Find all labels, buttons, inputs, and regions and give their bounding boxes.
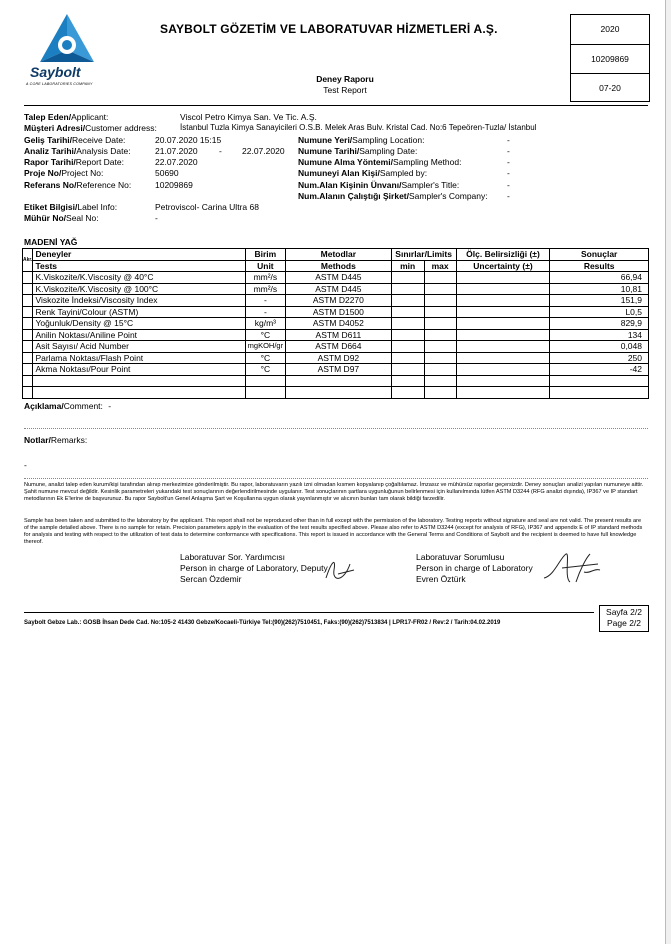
remarks-value: -	[24, 460, 27, 470]
sampler-company-label: Num.Alanın Çalıştığı Şirket/	[298, 191, 409, 201]
sampled-by-label: Numuneyi Alan Kişi/	[298, 168, 380, 178]
test-unit	[245, 375, 285, 387]
col-tests-tr: Deneyler	[33, 249, 245, 261]
page-number-en: Page 2/2	[606, 618, 642, 628]
test-result: -42	[550, 364, 649, 376]
test-result: L0,5	[550, 306, 649, 318]
report-title-tr: Deney Raporu	[316, 74, 374, 84]
col-methods-tr: Metodlar	[286, 249, 392, 261]
analysis-date-end: 22.07.2020	[242, 146, 285, 156]
report-title-en: Test Report	[323, 85, 367, 95]
table-row	[23, 375, 649, 387]
page-number-box	[599, 605, 649, 632]
remarks	[24, 435, 87, 445]
remarks-divider	[24, 478, 648, 479]
sampled-by-value: -	[507, 168, 510, 178]
applicant-value: Viscol Petro Kimya San. Ve Tic. A.Ş.	[180, 112, 317, 122]
receive-date-label-en: Receive Date:	[72, 135, 126, 145]
remarks-label-en: Remarks:	[50, 435, 88, 445]
test-name: K.Viskozite/K.Viscosity @ 40°C	[33, 272, 245, 284]
deputy-role-tr: Laboratuvar Sor. Yardımcısı	[180, 552, 286, 562]
col-unit-en: Unit	[245, 260, 285, 272]
comment-label: Açıklama/	[24, 401, 64, 411]
test-result: 134	[550, 329, 649, 341]
seal-no-value: -	[155, 213, 158, 223]
remarks-label: Notlar/	[24, 435, 51, 445]
col-methods-en: Methods	[286, 260, 392, 272]
table-row	[23, 329, 649, 341]
table-row	[23, 283, 649, 295]
table-row	[23, 364, 649, 376]
project-no-label: Proje No/	[24, 168, 62, 178]
table-row	[23, 306, 649, 318]
logo-subtext: A CORE LABORATORIES COMPANY	[26, 82, 93, 86]
project-no-label-en: Project No:	[61, 168, 104, 178]
comment-value: -	[108, 401, 112, 411]
reference-box	[570, 14, 650, 102]
col-limits: Sınırlar/Limits	[391, 249, 456, 261]
address-label: Müşteri Adresi/	[24, 123, 86, 133]
applicant-label-en: Applicant:	[71, 112, 109, 122]
receive-date-value: 20.07.2020 15:15	[155, 135, 222, 145]
address-label-en: Customer address:	[85, 123, 157, 133]
comment-label-en: Comment:	[63, 401, 103, 411]
reference-no-label-en: Reference No:	[76, 180, 132, 190]
test-method: ASTM D92	[286, 352, 392, 364]
deputy-role-en: Person in charge of Laboratory, Deputy	[180, 563, 328, 573]
sampler-title-value: -	[507, 180, 510, 190]
test-name	[33, 387, 245, 399]
col-max: max	[424, 260, 456, 272]
fine-print-tr: Numune, analizi talep eden kurum/kişi tarafından alınıp merkezimize gönderilmiştir. Bu rapor, laboratuvarın yazılı izni olmadan kısmen kopyalanıp çoğaltılamaz. İmzasız ve mühürsüz raporlar geçersizdir. Deney sonuçları analizi yapılan numuneye aittir. Şahit numune mevcut değildir. Kesinlik parametreleri yukarıdaki test sonuçlarının değerlendirilmesinde uygulanır. Test sonuçlarının şartlara uygunluğunun belirlenmesi için kullanılmında lütfen ASTM D3244 (RFG analizi dışında), IP367 ve IP standart metodlarının Ek E'lerine de başvurunuz. Bu rapor Saybolt'un Genel Anlaşma Şart ve Koşullarına uygun olarak yayınlanmıştır ve alıcının bunları tam olarak bildiği farzedilir.	[24, 482, 644, 502]
test-unit: -	[245, 295, 285, 307]
test-unit: -	[245, 306, 285, 318]
seal-no-label: Mühür No/	[24, 213, 67, 223]
test-method: ASTM D1500	[286, 306, 392, 318]
test-unit: mm²/s	[245, 272, 285, 284]
test-result	[550, 387, 649, 399]
head-name: Evren Öztürk	[416, 574, 466, 584]
test-name: Viskozite İndeksi/Viscosity Index	[33, 295, 245, 307]
test-result: 151,9	[550, 295, 649, 307]
test-unit: kg/m³	[245, 318, 285, 330]
signature-lab-head	[416, 552, 533, 585]
sampler-company-value: -	[507, 191, 510, 201]
company-name: SAYBOLT GÖZETİM VE LABORATUVAR HİZMETLERİ A.Ş.	[160, 22, 498, 36]
saybolt-logo-icon	[26, 12, 108, 92]
test-name: Parlama Noktası/Flash Point	[33, 352, 245, 364]
label-info-label-en: Label Info:	[77, 202, 118, 212]
test-method	[286, 387, 392, 399]
test-unit: mgKOH/gr	[245, 341, 285, 353]
col-results-en: Results	[550, 260, 649, 272]
report-title	[290, 74, 400, 96]
test-result: 829,9	[550, 318, 649, 330]
receive-date-label: Geliş Tarihi/	[24, 135, 73, 145]
ref-code: 07-20	[599, 83, 621, 94]
reference-no-label: Referans No/	[24, 180, 77, 190]
test-method	[286, 375, 392, 387]
head-role-en: Person in charge of Laboratory	[416, 563, 533, 573]
col-min: min	[391, 260, 424, 272]
head-role-tr: Laboratuvar Sorumlusu	[416, 552, 505, 562]
sampled-by-label-en: Sampled by:	[379, 168, 428, 178]
test-unit	[245, 387, 285, 399]
report-date-label-en: Report Date:	[75, 157, 124, 167]
head-signature-icon	[540, 548, 604, 588]
address-value: İstanbul Tuzla Kimya Sanayicileri O.S.B. Melek Aras Bulv. Kristal Cad. No:6 Tepeören-Tuzla/ İstanbul	[180, 123, 537, 132]
test-method: ASTM D664	[286, 341, 392, 353]
test-unit: mm²/s	[245, 283, 285, 295]
table-row	[23, 295, 649, 307]
deputy-name: Sercan Özdemir	[180, 574, 242, 584]
footer-divider	[24, 612, 594, 613]
sampler-company-label-en: Sampler's Company:	[409, 191, 488, 201]
test-method: ASTM D611	[286, 329, 392, 341]
sampling-date-value: -	[507, 146, 510, 156]
table-row	[23, 387, 649, 399]
test-unit: °C	[245, 329, 285, 341]
test-result: 10,81	[550, 283, 649, 295]
test-method: ASTM D445	[286, 272, 392, 284]
saybolt-logo	[26, 12, 108, 92]
reference-no-value: 10209869	[155, 180, 193, 190]
test-name: Asit Sayısı/ Acid Number	[33, 341, 245, 353]
sampler-title-label-en: Sampler's Title:	[401, 180, 460, 190]
analysis-date-dash: -	[219, 146, 222, 156]
test-method: ASTM D97	[286, 364, 392, 376]
table-row	[23, 272, 649, 284]
analysis-date-start: 21.07.2020	[155, 146, 198, 156]
comment	[24, 401, 111, 411]
table-subheader-row	[23, 260, 649, 272]
test-result	[550, 375, 649, 387]
table-row	[23, 352, 649, 364]
ref-year: 2020	[571, 15, 649, 45]
sampler-title-label: Num.Alan Kişinin Ünvanı/	[298, 180, 402, 190]
results-table	[22, 248, 649, 399]
sampling-method-value: -	[507, 157, 510, 167]
test-name: K.Viskozite/K.Viscosity @ 100°C	[33, 283, 245, 295]
project-no-value: 50690	[155, 168, 179, 178]
test-method: ASTM D2270	[286, 295, 392, 307]
ref-number: 10209869	[571, 45, 649, 75]
test-method: ASTM D445	[286, 283, 392, 295]
section-title: MADENİ YAĞ	[24, 237, 78, 247]
sampling-location-value: -	[507, 135, 510, 145]
logo-text: Saybolt	[30, 64, 81, 80]
fine-print-en: Sample has been taken and submitted to the laboratory by the applicant. This report shall not be reproduced other than in full except with the permission of the laboratory. Testing reports without signature and seal are not valid. The present results are of the sample detailed above. There is no sample for retain. Precision parameters apply in the evaluation of the test results specified above. Please also refer to ASTM D3244 (except for analysis of RFG), IP367 and appendix E of IP standard methods for analysis and testing with respect to the utilization of test data to determine conformance with specifications. This report is issued in accordance with the General Terms and Conditions of Saybolt and the recipient is deemed to have full knowledge thereof.	[24, 518, 643, 545]
deputy-signature-icon	[322, 556, 358, 586]
col-accreditation: Akr.	[23, 249, 33, 272]
signature-deputy	[180, 552, 328, 585]
sampling-method-label: Numune Alma Yöntemi/	[298, 157, 393, 167]
table-row	[23, 341, 649, 353]
test-name: Anilin Noktası/Aniline Point	[33, 329, 245, 341]
comment-divider	[24, 428, 648, 429]
sampling-location-label: Numune Yeri/	[298, 135, 353, 145]
col-tests-en: Tests	[33, 260, 245, 272]
test-unit: °C	[245, 352, 285, 364]
col-unit-tr: Birim	[245, 249, 285, 261]
report-date-value: 22.07.2020	[155, 157, 198, 167]
sampling-date-label: Numune Tarihi/	[298, 146, 360, 156]
applicant-label: Talep Eden/	[24, 112, 72, 122]
seal-no-label-en: Seal No:	[66, 213, 99, 223]
sampling-date-label-en: Sampling Date:	[359, 146, 418, 156]
col-uncertainty-tr: Ölç. Belirsizliği (±)	[456, 249, 550, 261]
analysis-date-label-en: Analysis Date:	[76, 146, 131, 156]
label-info-label: Etiket Bilgisi/	[24, 202, 78, 212]
test-method: ASTM D4052	[286, 318, 392, 330]
test-name: Akma Noktası/Pour Point	[33, 364, 245, 376]
page-number-tr: Sayfa 2/2	[606, 607, 642, 617]
label-info-value: Petroviscol- Carina Ultra 68	[155, 202, 259, 212]
report-date-label: Rapor Tarihi/	[24, 157, 76, 167]
test-result: 250	[550, 352, 649, 364]
footer-address: Saybolt Gebze Lab.: GOSB İhsan Dede Cad. No:105-2 41430 Gebze/Kocaeli-Türkiye Tel:(90)(262)7510451, Faks:(90)(262)7513834 | LPR17-FR02 / Rev:2 / Tarih:04.02.2019	[24, 620, 501, 626]
test-result: 0,048	[550, 341, 649, 353]
table-row	[23, 318, 649, 330]
test-name: Renk Tayini/Colour (ASTM)	[33, 306, 245, 318]
sampling-location-label-en: Sampling Location:	[352, 135, 425, 145]
test-unit: °C	[245, 364, 285, 376]
test-name: Yoğunluk/Density @ 15°C	[33, 318, 245, 330]
col-uncertainty-en: Uncertainty (±)	[456, 260, 550, 272]
test-name	[33, 375, 245, 387]
sampling-method-label-en: Sampling Method:	[392, 157, 462, 167]
analysis-date-label: Analiz Tarihi/	[24, 146, 77, 156]
header-divider	[24, 105, 648, 106]
test-result: 66,94	[550, 272, 649, 284]
col-results-tr: Sonuçlar	[550, 249, 649, 261]
table-header-row	[23, 249, 649, 261]
